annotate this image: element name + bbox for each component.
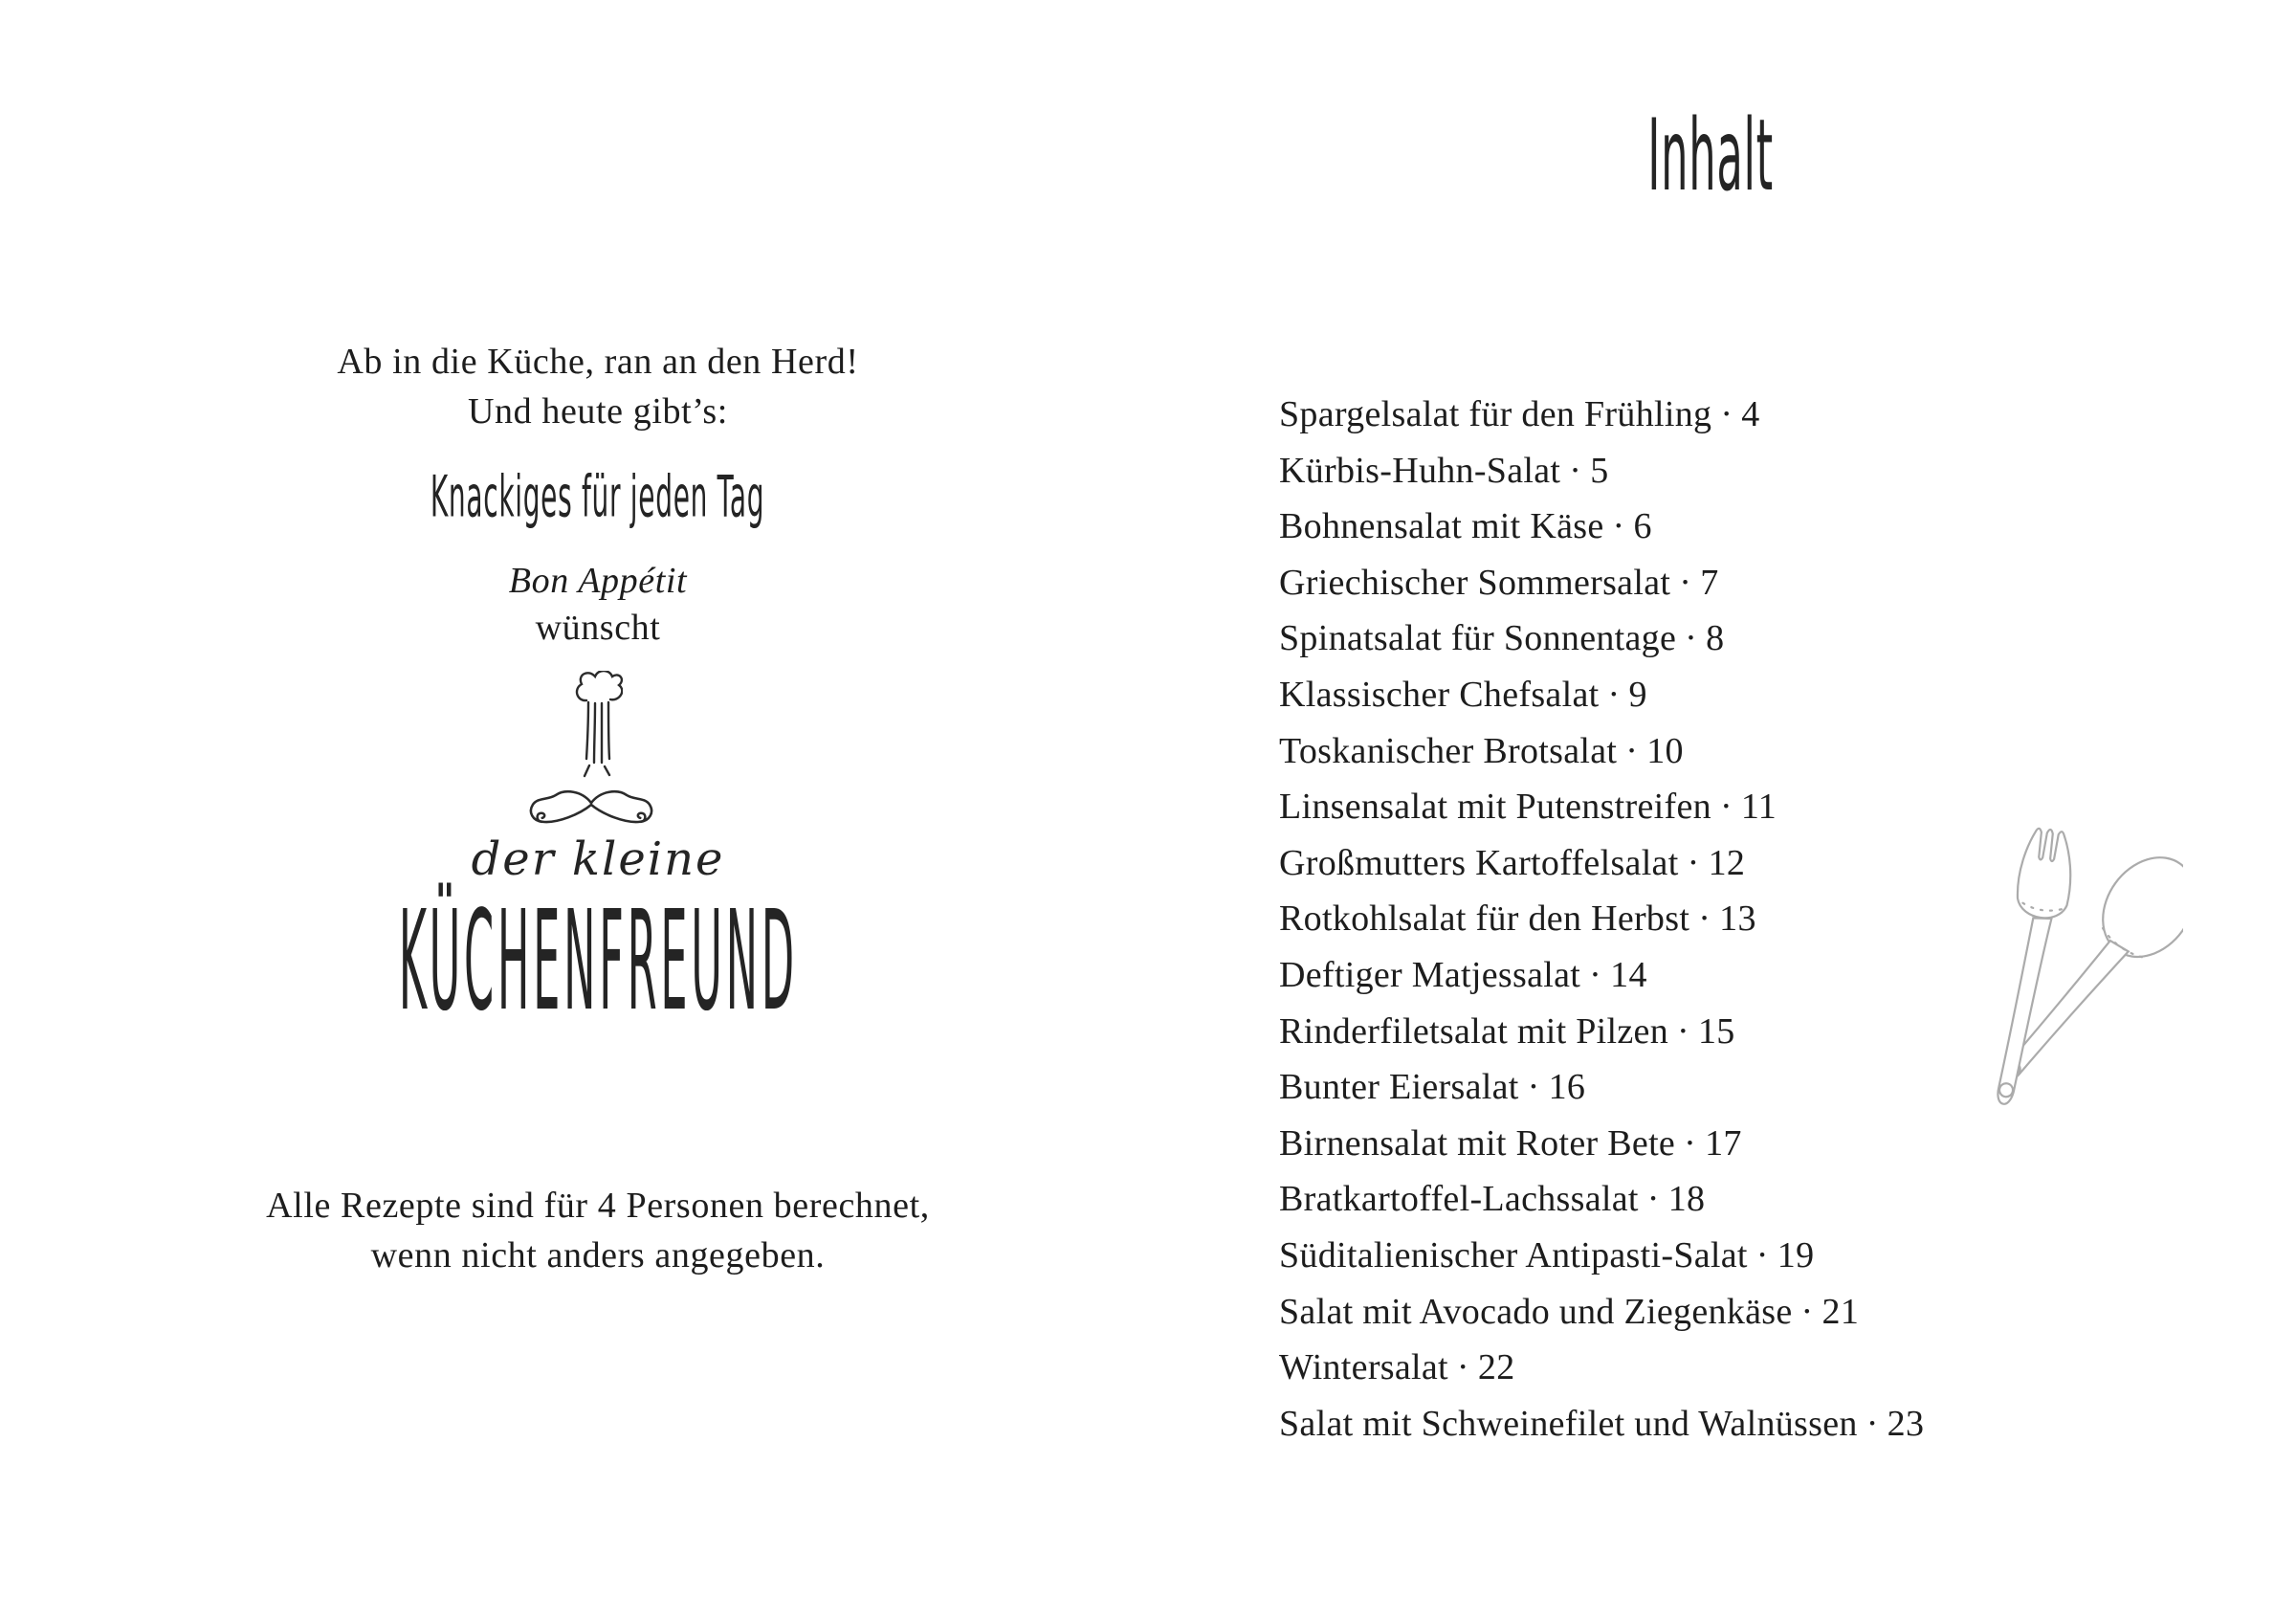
toc-entry: [1279, 779, 1924, 835]
logo-text-large: KÜCHENFREUND: [398, 880, 798, 1041]
intro-line-2: Und heute gibt’s:: [468, 391, 728, 432]
toc-entry-label: Rinderfiletsalat mit Pilzen: [1279, 1010, 1669, 1052]
toc-entry-page: 11: [1740, 787, 1777, 828]
toc-entry-page: 13: [1719, 898, 1756, 940]
toc-entry-page: 5: [1590, 450, 1609, 491]
toc-entry-label: Salat mit Avocado und Ziegenkäse: [1279, 1291, 1793, 1332]
toc-separator: ·: [1755, 1234, 1769, 1275]
toc-entry: [1279, 610, 1924, 667]
toc-entry-page: 12: [1708, 842, 1746, 883]
toc-entry-page: 15: [1697, 1010, 1735, 1052]
toc-separator: ·: [1800, 1291, 1814, 1332]
toc-separator: ·: [1679, 562, 1692, 603]
toc-entry: [1279, 1004, 1924, 1060]
toc-separator: ·: [1456, 1347, 1469, 1388]
toc-separator: ·: [1607, 674, 1621, 715]
toc-entry: [1279, 555, 1924, 611]
handwritten-title-wrap: [0, 464, 1196, 531]
toc-entry-label: Linsensalat mit Putenstreifen: [1279, 787, 1711, 828]
toc-entry-label: Deftiger Matjessalat: [1279, 954, 1581, 995]
toc-entry-label: Kürbis-Huhn-Salat: [1279, 450, 1561, 491]
toc-entry-label: Bunter Eiersalat: [1279, 1067, 1519, 1108]
toc-entry-page: 10: [1646, 730, 1684, 771]
note-line-2: wenn nicht anders angegeben.: [370, 1235, 826, 1275]
toc-entry-page: 23: [1887, 1403, 1925, 1444]
toc-entry-page: 14: [1610, 954, 1647, 995]
toc-entry-page: 16: [1548, 1067, 1586, 1108]
toc-entry-page: 4: [1741, 394, 1760, 434]
toc-entry-label: Süditalienischer Antipasti-Salat: [1279, 1234, 1748, 1275]
toc-entry: [1279, 835, 1924, 892]
toc-separator: ·: [1527, 1067, 1540, 1108]
toc-entry-label: Spargelsalat für den Frühling: [1279, 394, 1712, 434]
toc-entry-page: 21: [1821, 1291, 1860, 1332]
toc-entry: [1279, 667, 1924, 723]
toc-entry-label: Salat mit Schweinefilet und Walnüssen: [1279, 1403, 1858, 1444]
toc-separator: ·: [1677, 1010, 1689, 1052]
toc-entry: [1279, 1171, 1924, 1228]
handwritten-title: Knackiges für jeden Tag: [430, 464, 765, 531]
logo-small-wrap: [0, 832, 1196, 886]
toc-entry-label: Bohnensalat mit Käse: [1279, 506, 1604, 547]
toc-entry: [1279, 947, 1924, 1004]
toc-separator: ·: [1719, 787, 1733, 828]
toc-entry-label: Spinatsalat für Sonnentage: [1279, 618, 1677, 659]
toc-entry-page: 6: [1633, 506, 1652, 547]
toc-separator: ·: [1612, 506, 1625, 547]
intro-line-1: Ab in die Küche, ran an den Herd!: [337, 342, 859, 382]
toc-entry-page: 7: [1700, 562, 1719, 603]
wuenscht-line: wünscht: [535, 608, 661, 648]
toc-separator: ·: [1687, 842, 1700, 883]
chef-hat-icon: [573, 671, 623, 786]
toc-entry: [1279, 1284, 1924, 1341]
toc-entry-label: Griechischer Sommersalat: [1279, 562, 1671, 603]
toc-separator: ·: [1720, 394, 1733, 434]
toc-entry-page: 18: [1667, 1179, 1706, 1220]
toc-entry: [1279, 387, 1924, 443]
toc-entry-label: Rotkohlsalat für den Herbst: [1279, 898, 1690, 940]
toc-entry-label: Großmutters Kartoffelsalat: [1279, 842, 1679, 883]
toc-separator: ·: [1625, 730, 1639, 771]
toc-separator: ·: [1684, 1122, 1697, 1164]
logo-large-wrap: [0, 880, 1196, 1041]
contents-title-wrap: [1615, 99, 1806, 214]
toc-entry: [1279, 1340, 1924, 1396]
logo-text-small: der kleine: [471, 832, 725, 886]
contents-title: Inhalt: [1647, 99, 1774, 214]
mustache-icon: [525, 787, 657, 829]
toc-entry: [1279, 723, 1924, 780]
salad-servers-icon: [1942, 809, 2183, 1143]
note-line-1: Alle Rezepte sind für 4 Personen berechnet,: [266, 1186, 930, 1226]
toc-separator: ·: [1685, 618, 1698, 659]
toc-entry-label: Bratkartoffel-Lachssalat: [1279, 1179, 1639, 1220]
toc-entry-page: 19: [1777, 1234, 1815, 1275]
toc-separator: ·: [1646, 1179, 1660, 1220]
toc-entry-label: Toskanischer Brotsalat: [1279, 730, 1618, 771]
toc-separator: ·: [1866, 1403, 1879, 1444]
toc-entry-label: Klassischer Chefsalat: [1279, 674, 1600, 715]
toc-separator: ·: [1698, 898, 1711, 940]
toc-entry-page: 22: [1477, 1347, 1515, 1388]
toc-entry-page: 9: [1628, 674, 1647, 715]
toc-entry: [1279, 1396, 1924, 1453]
toc-list: [1279, 387, 1924, 1452]
toc-entry-label: Wintersalat: [1279, 1347, 1448, 1388]
toc-entry-page: 8: [1706, 618, 1725, 659]
toc-entry-page: 17: [1705, 1122, 1742, 1164]
toc-entry: [1279, 443, 1924, 499]
toc-entry: [1279, 1116, 1924, 1172]
bon-appetit-line: Bon Appétit: [508, 561, 688, 601]
toc-entry: [1279, 1228, 1924, 1284]
toc-entry-label: Birnensalat mit Roter Bete: [1279, 1122, 1676, 1164]
toc-entry: [1279, 1059, 1924, 1116]
toc-separator: ·: [1569, 450, 1582, 491]
toc-entry: [1279, 891, 1924, 947]
toc-entry: [1279, 499, 1924, 555]
toc-separator: ·: [1589, 954, 1602, 995]
